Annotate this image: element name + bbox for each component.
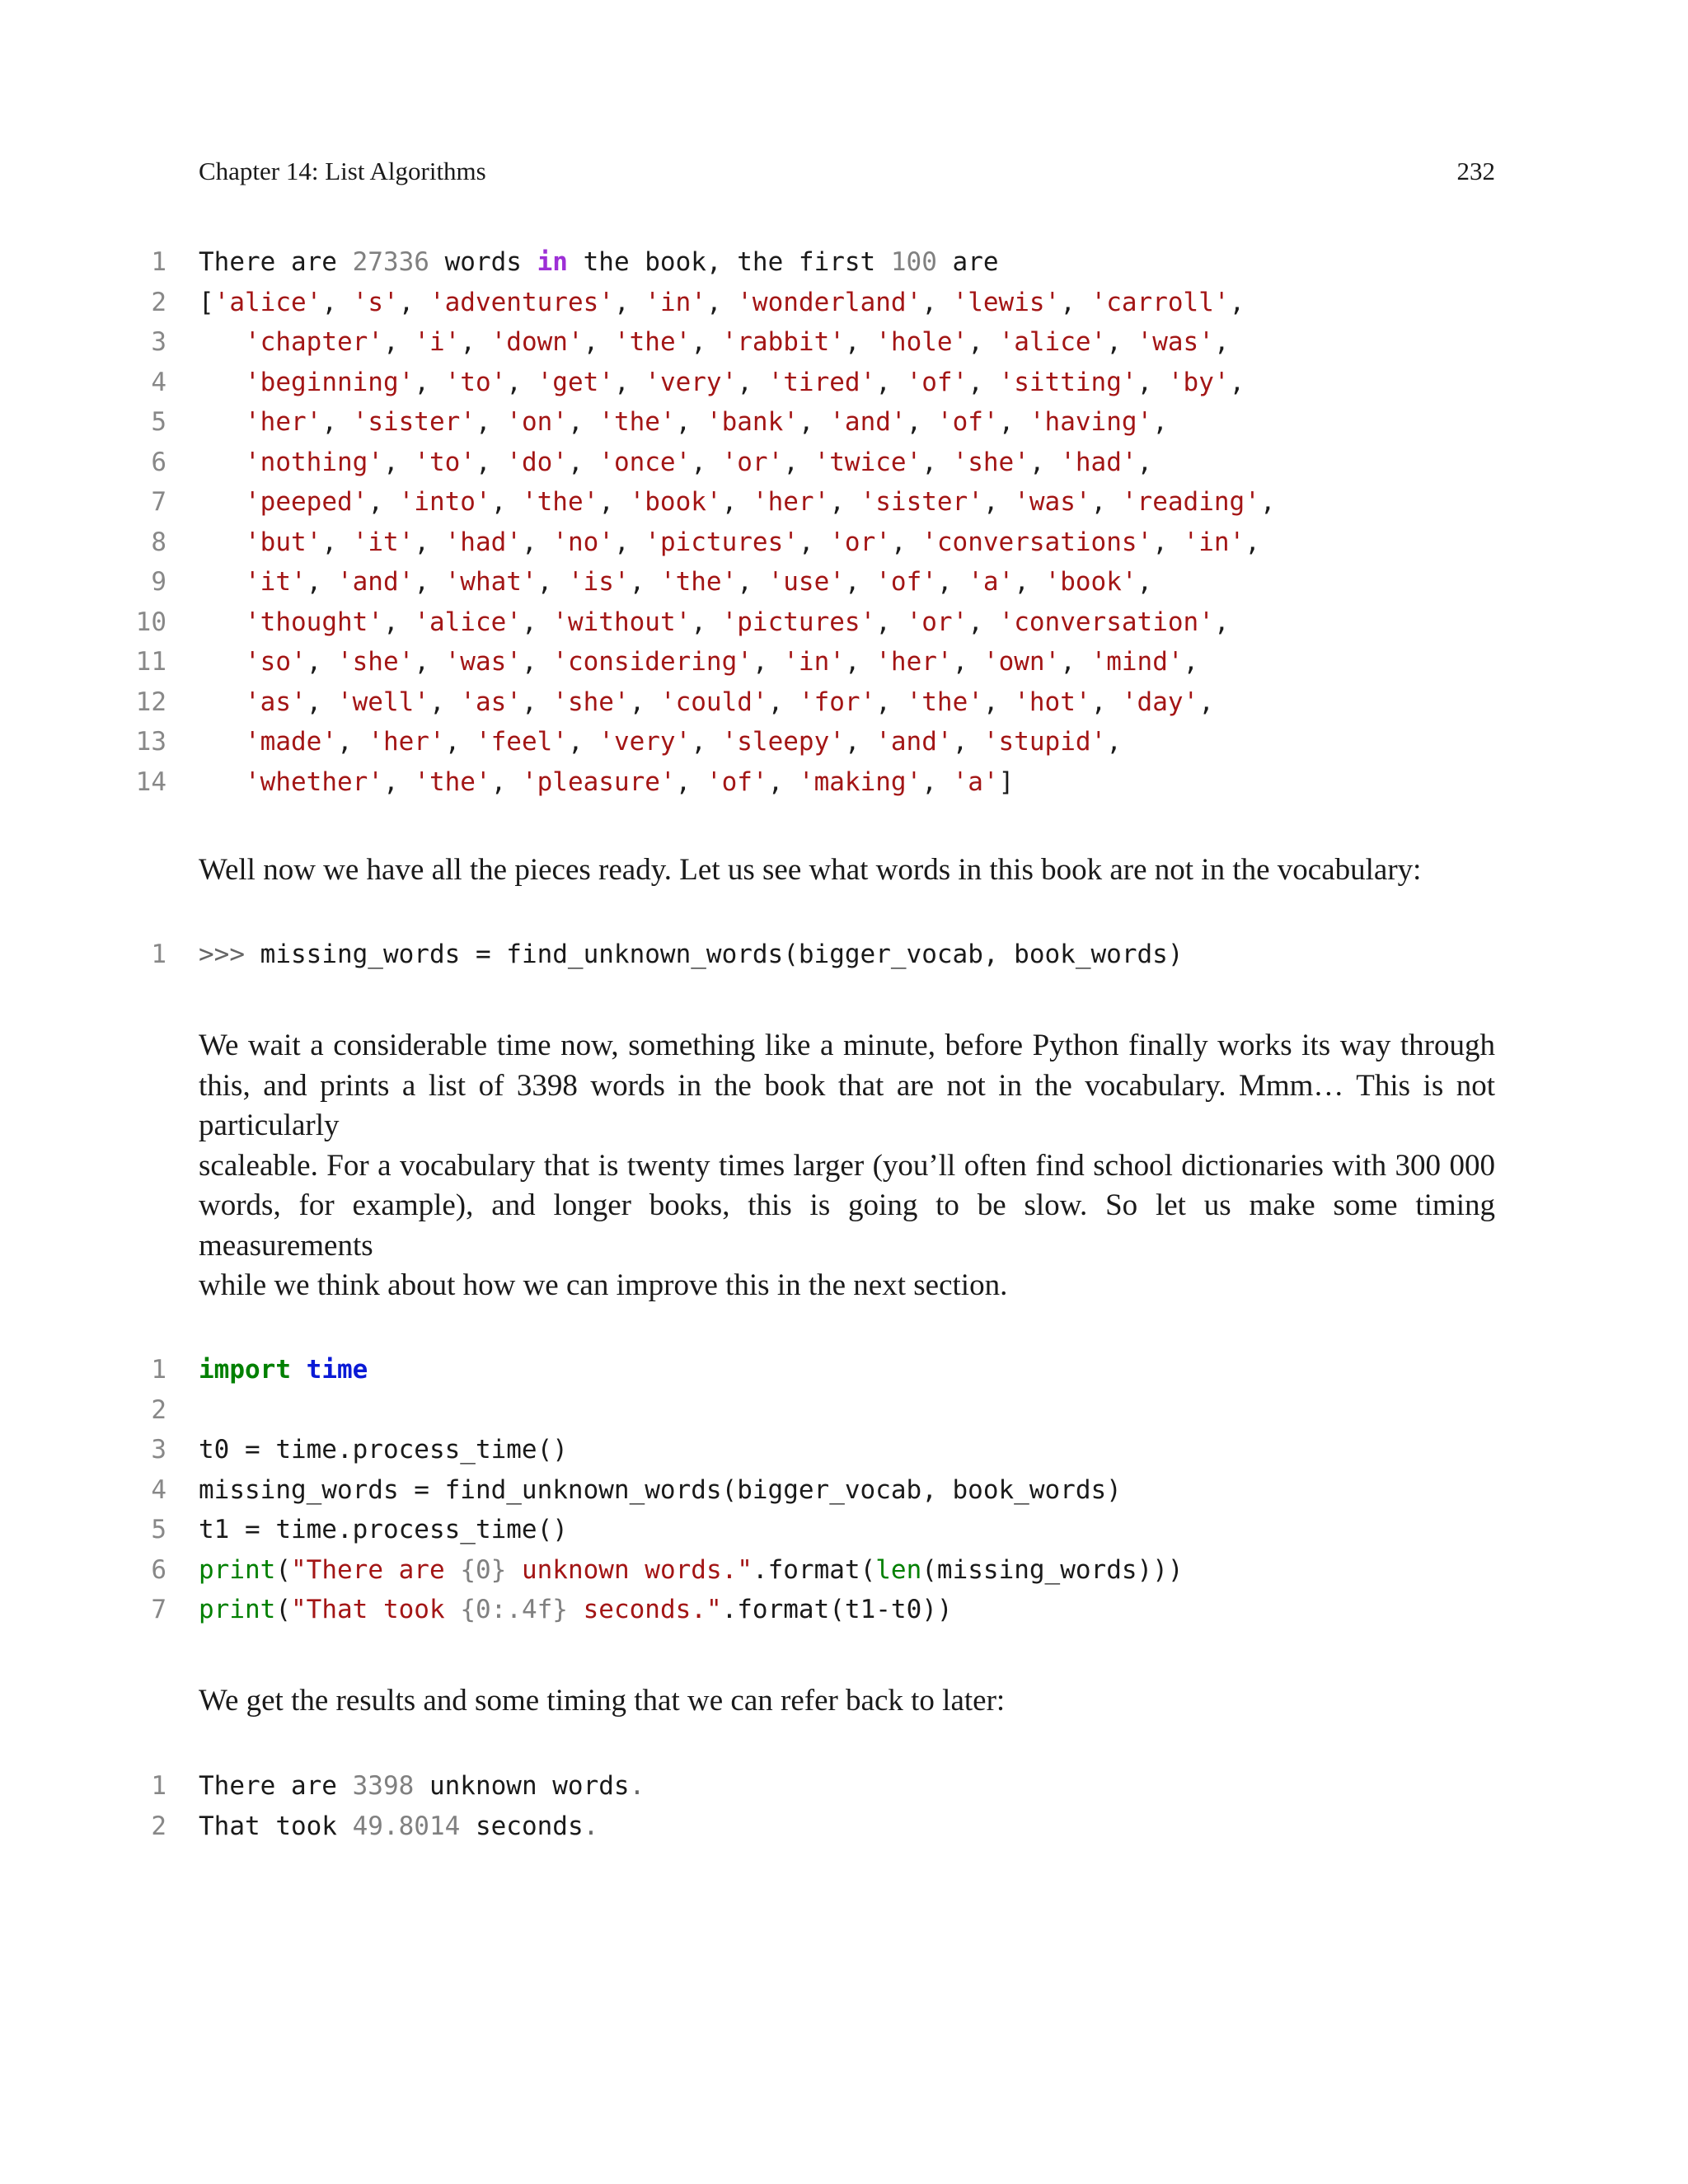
string-literal: seconds." xyxy=(567,1595,722,1624)
output-period: . xyxy=(583,1811,599,1841)
word-string: 'or' xyxy=(721,447,784,477)
code-line xyxy=(0,368,1688,408)
word-string: 'by' xyxy=(1167,367,1230,397)
print-builtin: print xyxy=(199,1554,276,1585)
word-string: 'and' xyxy=(875,727,953,757)
word-string: 'of' xyxy=(875,567,937,597)
output-text: are xyxy=(936,247,999,277)
paragraph-part-3: while we think about how we can improve this in the next section. xyxy=(199,1268,1008,1302)
line-number: 14 xyxy=(135,766,166,797)
code-line xyxy=(0,327,1688,368)
import-keyword: import xyxy=(199,1355,291,1385)
paragraph-pieces-ready xyxy=(199,851,1495,891)
word-string: 'chapter' xyxy=(245,327,383,357)
output-text: unknown words xyxy=(414,1771,630,1801)
word-string: 'once' xyxy=(598,447,692,477)
code-text: print("There are {0} unknown words.".format(len(missing_words))) xyxy=(199,1554,1184,1585)
word-string: 'to' xyxy=(414,447,476,477)
line-number: 4 xyxy=(151,367,166,397)
word-string: 'stupid' xyxy=(982,727,1107,757)
word-string: 'the' xyxy=(906,687,983,717)
code-text xyxy=(199,1355,368,1385)
word-string: 'her' xyxy=(245,407,322,437)
word-count: 27336 xyxy=(352,247,429,277)
word-string: 'pictures' xyxy=(645,527,799,557)
paragraph-text: We get the results and some timing that we can refer back to later: xyxy=(199,1684,1006,1718)
code-line xyxy=(0,1811,1688,1852)
word-string: 'adventures' xyxy=(429,287,614,317)
line-number: 1 xyxy=(151,247,166,277)
word-string: 'book' xyxy=(629,487,722,517)
word-string: 'tired' xyxy=(767,367,876,397)
word-string: 'hot' xyxy=(1014,687,1091,717)
word-string: 'she' xyxy=(336,647,415,677)
line-number: 13 xyxy=(135,727,166,757)
word-string: 'do' xyxy=(506,447,568,477)
line-number: 2 xyxy=(151,287,166,317)
output-text: There are xyxy=(199,1771,353,1801)
word-string: 'is' xyxy=(567,567,630,597)
code-line xyxy=(0,1515,1688,1555)
line-number: 3 xyxy=(151,1435,166,1465)
word-string: 'but' xyxy=(245,527,322,557)
line-number: 10 xyxy=(135,607,166,637)
word-string: 'feel' xyxy=(475,727,568,757)
prompt-marker: >>> xyxy=(199,940,245,969)
code-line xyxy=(0,647,1688,687)
close-bracket: ] xyxy=(998,766,1015,797)
print-builtin: print xyxy=(199,1595,276,1624)
line-number: 9 xyxy=(151,567,166,597)
code-line xyxy=(0,1595,1688,1635)
output-number: 49.8014 xyxy=(352,1811,461,1841)
word-string: 'without' xyxy=(552,607,692,637)
word-string: 'i' xyxy=(414,327,461,357)
module-name: time xyxy=(306,1355,368,1385)
chapter-title: Chapter 14: List Algorithms xyxy=(199,157,486,185)
word-string: 'lewis' xyxy=(952,287,1061,317)
word-string: 'or' xyxy=(829,527,891,557)
word-string: 'conversations' xyxy=(921,527,1153,557)
code-statement: missing_words = find_unknown_words(bigger_vocab, book_words) xyxy=(245,940,1184,969)
output-number: 3398 xyxy=(352,1771,415,1801)
word-string: 'conversation' xyxy=(998,607,1214,637)
line-number: 2 xyxy=(151,1394,166,1425)
line-number: 6 xyxy=(151,447,166,477)
line-number: 11 xyxy=(135,647,166,677)
format-placeholder: {0} xyxy=(460,1554,507,1585)
code-text: 'whether', 'the', 'pleasure', 'of', 'making', 'a'] xyxy=(245,766,1015,797)
code-line xyxy=(0,1475,1688,1516)
code-line xyxy=(0,727,1688,767)
paragraph-results xyxy=(199,1681,1495,1722)
line-number: 1 xyxy=(151,940,166,969)
code-text: t0 = time.process_time() xyxy=(199,1435,568,1465)
code-line xyxy=(0,567,1688,607)
word-string: 'rabbit' xyxy=(721,327,845,357)
word-string: 'her' xyxy=(368,727,445,757)
output-text: That took xyxy=(199,1811,353,1841)
code-line xyxy=(0,1771,1688,1811)
line-number: 8 xyxy=(151,527,166,557)
word-string: 'nothing' xyxy=(245,447,383,477)
word-string: 'the' xyxy=(598,407,676,437)
code-text: 'thought', 'alice', 'without', 'pictures', 'or', 'conversation', xyxy=(245,607,1230,637)
word-string: 'down' xyxy=(490,327,584,357)
word-string: 'had' xyxy=(1060,447,1137,477)
word-string: 'in' xyxy=(1183,527,1245,557)
len-builtin: len xyxy=(875,1554,922,1585)
word-string: 'she' xyxy=(552,687,630,717)
output-text: words xyxy=(429,247,537,277)
code-text: print("That took {0:.4f} seconds.".format(t1-t0)) xyxy=(199,1595,953,1624)
code-line xyxy=(0,407,1688,448)
word-string: 'the' xyxy=(613,327,692,357)
word-string: 'carroll' xyxy=(1090,287,1230,317)
word-string: 'a' xyxy=(968,567,1015,597)
line-number: 5 xyxy=(151,407,166,437)
word-string: 'very' xyxy=(645,367,738,397)
word-string: 'had' xyxy=(444,527,522,557)
word-string: 'on' xyxy=(506,407,568,437)
word-string: 'pleasure' xyxy=(521,766,676,797)
code-text xyxy=(199,247,999,277)
code-line xyxy=(0,288,1688,328)
word-string: 'her' xyxy=(875,647,953,677)
line-number: 7 xyxy=(151,487,166,517)
word-string: 'having' xyxy=(1029,407,1153,437)
word-string: 'of' xyxy=(936,407,999,437)
code-text xyxy=(199,1811,598,1841)
word-string: 'hole' xyxy=(875,327,968,357)
code-line xyxy=(0,687,1688,728)
line-number: 5 xyxy=(151,1515,166,1544)
code-line xyxy=(0,1435,1688,1475)
word-string: 'made' xyxy=(245,727,337,757)
word-string: 'it' xyxy=(352,527,415,557)
word-string: 'no' xyxy=(552,527,614,557)
word-string: 'sister' xyxy=(860,487,983,517)
code-text: t1 = time.process_time() xyxy=(199,1515,568,1544)
word-string: 'alice' xyxy=(213,287,322,317)
code-line xyxy=(0,1395,1688,1436)
word-string: 'into' xyxy=(398,487,491,517)
output-text: seconds xyxy=(460,1811,584,1841)
word-string: 'day' xyxy=(1121,687,1199,717)
word-string: 'reading' xyxy=(1121,487,1260,517)
code-text: 'her', 'sister', 'on', 'the', 'bank', 'and', 'of', 'having', xyxy=(245,407,1168,437)
code-text: 'chapter', 'i', 'down', 'the', 'rabbit', 'hole', 'alice', 'was', xyxy=(245,327,1230,357)
code-line xyxy=(0,487,1688,527)
word-string: 'in' xyxy=(783,647,845,677)
word-string: 's' xyxy=(352,287,399,317)
code-text: 'as', 'well', 'as', 'she', 'could', 'for', 'the', 'hot', 'day', xyxy=(245,687,1214,717)
code-fragment: .format(t1-t0)) xyxy=(721,1595,953,1624)
word-string: 'in' xyxy=(645,287,706,317)
word-string: 'of' xyxy=(706,766,768,797)
word-string: 'wonderland' xyxy=(737,287,922,317)
line-number: 7 xyxy=(151,1595,166,1624)
word-string: 'could' xyxy=(659,687,768,717)
word-string: 'it' xyxy=(245,567,307,597)
word-string: 'considering' xyxy=(552,647,753,677)
word-string: 'twice' xyxy=(814,447,922,477)
word-string: 'get' xyxy=(537,367,614,397)
word-string: 'sitting' xyxy=(998,367,1137,397)
word-string: 'and' xyxy=(829,407,907,437)
paragraph-text: Well now we have all the pieces ready. Let us see what words in this book are not in the vocabulary: xyxy=(199,853,1422,887)
word-string: 'her' xyxy=(752,487,830,517)
line-number: 3 xyxy=(151,327,166,357)
word-string: 'the' xyxy=(414,766,491,797)
word-string: 'or' xyxy=(906,607,968,637)
word-string: 'mind' xyxy=(1090,647,1184,677)
code-line xyxy=(0,607,1688,648)
word-string: 'sleepy' xyxy=(721,727,845,757)
word-string: 'of' xyxy=(906,367,968,397)
output-text: the book, the first xyxy=(567,247,891,277)
word-string: 'was' xyxy=(1137,327,1214,357)
word-string: 'well' xyxy=(336,687,429,717)
word-string: 'was' xyxy=(1014,487,1091,517)
word-string: 'very' xyxy=(598,727,692,757)
paragraph-part-2: scaleable. For a vocabulary that is twenty times larger (you’ll often find school dictionaries with 300 000 words, for example), and longer books, this is going to be slow. So let us make some timing measurements xyxy=(199,1148,1495,1263)
word-string: 'book' xyxy=(1044,567,1137,597)
code-text: missing_words = find_unknown_words(bigger_vocab, book_words) xyxy=(199,1474,1122,1505)
word-string: 'whether' xyxy=(245,766,383,797)
code-text: 'beginning', 'to', 'get', 'very', 'tired', 'of', 'sitting', 'by', xyxy=(245,367,1245,397)
format-placeholder: {0:.4f} xyxy=(460,1595,568,1624)
word-string: 'use' xyxy=(767,567,845,597)
word-string: 'the' xyxy=(521,487,599,517)
page-header xyxy=(199,157,1495,196)
word-string: 'a' xyxy=(952,766,999,797)
word-string: 'pictures' xyxy=(721,607,876,637)
code-text: 'nothing', 'to', 'do', 'once', 'or', 'twice', 'she', 'had', xyxy=(245,447,1153,477)
open-bracket: [ xyxy=(199,287,214,317)
output-text: There are xyxy=(199,247,353,277)
code-text xyxy=(199,940,1183,969)
word-string: 'what' xyxy=(444,567,537,597)
line-number: 1 xyxy=(151,1771,166,1801)
code-fragment: (missing_words))) xyxy=(921,1554,1184,1585)
word-string: 'bank' xyxy=(706,407,799,437)
word-string: 'as' xyxy=(460,687,522,717)
page-number: 232 xyxy=(1456,157,1495,185)
code-text xyxy=(199,1771,645,1801)
code-text: 'so', 'she', 'was', 'considering', 'in', 'her', 'own', 'mind', xyxy=(245,647,1199,677)
word-string: 'as' xyxy=(245,687,307,717)
code-text: 'peeped', 'into', 'the', 'book', 'her', 'sister', 'was', 'reading', xyxy=(245,487,1276,517)
word-string: 'for' xyxy=(798,687,876,717)
word-string: 'beginning' xyxy=(245,367,415,397)
string-literal: "That took xyxy=(291,1595,461,1624)
word-string: 'she' xyxy=(952,447,1029,477)
code-line xyxy=(0,940,1688,980)
code-line xyxy=(0,527,1688,568)
line-number: 6 xyxy=(151,1554,166,1585)
first-count: 100 xyxy=(890,247,937,277)
code-line xyxy=(0,448,1688,488)
code-line xyxy=(0,1355,1688,1395)
code-line xyxy=(0,767,1688,808)
word-string: 'making' xyxy=(798,766,922,797)
code-fragment: .format( xyxy=(752,1554,876,1585)
paragraph-wait-time xyxy=(199,1026,1495,1306)
paragraph-part-1: We wait a considerable time now, something like a minute, before Python finally works its way through this, and prints a list of 3398 words in the book that are not in the vocabulary. Mmm… This is not particularly xyxy=(199,1029,1495,1142)
word-string: 'alice' xyxy=(998,327,1107,357)
code-text: 'made', 'her', 'feel', 'very', 'sleepy', 'and', 'stupid', xyxy=(245,727,1122,757)
word-string: 'own' xyxy=(982,647,1061,677)
string-literal: "There are xyxy=(291,1554,461,1585)
word-string: 'and' xyxy=(336,567,415,597)
line-number: 1 xyxy=(151,1355,166,1385)
line-number: 4 xyxy=(151,1474,166,1505)
line-number: 12 xyxy=(135,687,166,717)
word-string: 'peeped' xyxy=(245,487,368,517)
code-text: ['alice', 's', 'adventures', 'in', 'wonderland', 'lewis', 'carroll', xyxy=(199,287,1245,317)
string-literal: unknown words." xyxy=(506,1554,753,1585)
word-string: 'was' xyxy=(444,647,522,677)
in-keyword: in xyxy=(537,247,568,277)
line-number: 2 xyxy=(151,1811,166,1841)
code-line xyxy=(0,1555,1688,1596)
code-line xyxy=(0,247,1688,288)
word-string: 'sister' xyxy=(352,407,476,437)
word-string: 'the' xyxy=(659,567,738,597)
word-string: 'thought' xyxy=(245,607,383,637)
code-text: 'it', 'and', 'what', 'is', 'the', 'use', 'of', 'a', 'book', xyxy=(245,567,1153,597)
word-string: 'alice' xyxy=(414,607,522,637)
output-period: . xyxy=(629,1771,645,1801)
word-string: 'so' xyxy=(245,647,307,677)
word-string: 'to' xyxy=(444,367,507,397)
code-text: 'but', 'it', 'had', 'no', 'pictures', 'or', 'conversations', 'in', xyxy=(245,527,1260,557)
